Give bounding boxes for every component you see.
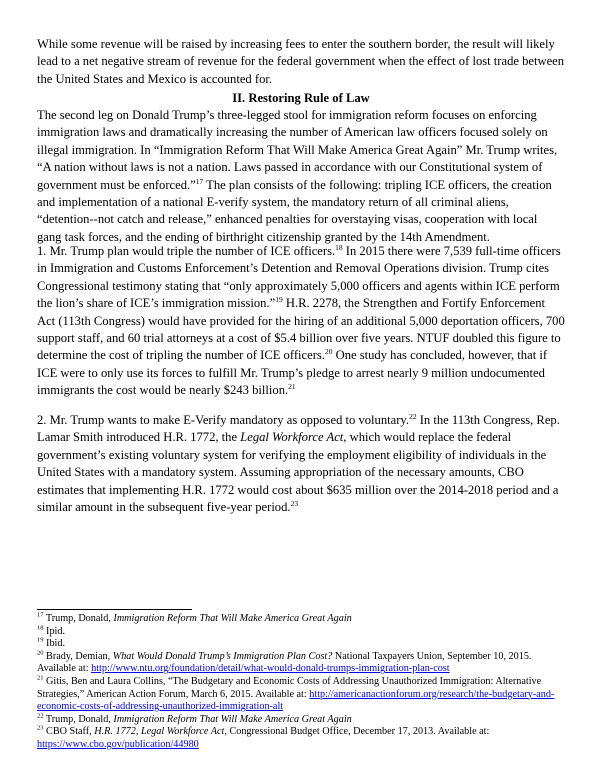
footnote-author: Trump, Donald, [43, 713, 114, 725]
footnote-text: National Taxpayers Union, September 10, 2015. Available at: [37, 650, 532, 675]
footnote-19 [37, 638, 567, 651]
item1-text-a: 1. Mr. Trump plan would triple the number of ICE officers. [37, 244, 336, 258]
footnotes [37, 613, 567, 752]
footnote-number: 19 [37, 636, 44, 644]
item2-text-a: 2. Mr. Trump wants to make E-Verify mandatory as opposed to voluntary. [37, 413, 410, 427]
footnote-number: 21 [37, 674, 44, 682]
footnote-text: Gitis, Ben and Laura Collins, “The Budgetary and Economic Costs of Addressing Unauthorized Immigration: Alternative Strategies,” American Action Forum, March 6, 2015. Available at: [37, 675, 542, 700]
item2-text-c: , which would replace the federal government’s existing voluntary system for verifying the employment eligibility of individuals in the United States with a mandatory system. Assuming appropriation of the necessary amounts, CBO estimates that implementing H.R. 1772 would cost about $635 million over the 2014-2018 period and a similar amount in the subsequent five-year period. [37, 430, 559, 515]
footnote-22 [37, 714, 567, 727]
footnote-ref-23[interactable]: 23 [290, 498, 299, 508]
footnote-number: 22 [37, 712, 44, 720]
footnote-number: 17 [37, 611, 44, 619]
intro-paragraph [37, 36, 565, 88]
footnote-title: What Would Donald Trump’s Immigration Plan Cost? [112, 650, 333, 662]
list-item-2 [37, 412, 565, 516]
footnote-link[interactable]: http://www.ntu.org/foundation/detail/what-would-donald-trumps-immigration-plan-cost [91, 663, 450, 675]
section-paragraph [37, 107, 565, 246]
section-p1-text-a: The second leg on Donald Trump’s three-legged stool for immigration reform focuses on enforcing immigration laws and dramatically increasing the number of American law officers focused solely on illegal immigration. In “Immigration Reform That Will Make America Great Again” Mr. Trump writes, “A nation without laws is not a nation. Laws passed in accordance with our Constitutional system of government must be enforced.” [37, 108, 558, 192]
footnote-20 [37, 651, 567, 676]
footnote-link[interactable]: http://americanactionforum.org/research/the-budgetary-and-economic-costs-of-addressing-unauthorized-immigration-alt [37, 688, 555, 713]
footnote-text: Ipid. [43, 625, 66, 637]
footnote-ref-18[interactable]: 18 [335, 242, 343, 252]
footnote-title: Immigration Reform That Will Make America Great Again [113, 613, 352, 624]
intro-text: While some revenue will be raised by increasing fees to enter the southern border, the result will likely lead to a net negative stream of revenue for the federal government when the effect of lost trade between the United States and Mexico is accounted for. [37, 37, 565, 86]
footnote-author: CBO Staff, [43, 726, 95, 738]
list-item-1 [37, 243, 565, 400]
section-p1-text-b: The plan consists of the following: tripling ICE officers, the creation and implementation of a national E-verify system, the mandatory return of all criminal aliens, “detention--not catch and release,” enhanced penalties for overstaying visas, cooperation with local gang task forces, and the ending of birthright citizenship granted by the 14th Amendment. [37, 177, 552, 244]
footnote-link[interactable]: https://www.cbo.gov/publication/44980 [37, 738, 199, 750]
legal-workforce-act-title: Legal Workforce Act [240, 430, 344, 445]
item1-text-d: One study has concluded, however, that if ICE were to only use its forces to fulfill Mr. Trump’s pledge to arrest nearly 9 million undocumented immigrants the cost would be nearly $243 billion. [37, 348, 548, 398]
footnote-number: 20 [37, 649, 44, 657]
item1-text-c: H.R. 2278, the Strengthen and Fortify Enforcement Act (113th Congress) would have provided for the hiring of an additional 5,000 deportation officers, 700 support staff, and 60 trial attorneys at a cost of $5.4 billion over five years. NTUF doubled this figure to determine the cost of tripling the number of ICE officers. [37, 296, 565, 363]
footnote-number: 18 [37, 624, 44, 632]
footnote-21 [37, 676, 567, 714]
footnote-number: 23 [37, 724, 44, 732]
footnote-author: Brady, Demian, [43, 650, 113, 662]
footnote-title: Immigration Reform That Will Make America Great Again [113, 713, 352, 725]
footnote-17 [37, 613, 567, 626]
item1-text-b: In 2015 there were 7,539 full-time officers in Immigration and Customs Enforcement’s Detention and Removal Operations division. Trump cites Congressional testimony stating that “only approximately 5,000 officers and agents within ICE perform the lion’s share of ICE’s immigration mission.” [37, 244, 561, 311]
item2-text-b: In the 113th Congress, Rep. Lamar Smith introduced H.R. 1772, the [37, 413, 560, 445]
footnote-ref-21[interactable]: 21 [288, 382, 296, 392]
footnote-author: Trump, Donald, [43, 613, 114, 624]
section-heading [37, 90, 565, 107]
footnote-text: , Congressional Budget Office, December 17, 2013. Available at: [224, 726, 490, 738]
footnote-23 [37, 726, 567, 751]
footnote-title: H.R. 1772, Legal Workforce Act [94, 726, 225, 738]
footnote-18 [37, 626, 567, 639]
footnote-ref-22[interactable]: 22 [409, 411, 417, 421]
footnote-divider [37, 609, 192, 610]
footnote-ref-20[interactable]: 20 [324, 347, 333, 357]
footnote-text: Ibid. [43, 638, 66, 650]
section-heading-text: II. Restoring Rule of Law [232, 91, 370, 105]
footnote-ref-19[interactable]: 19 [275, 295, 283, 305]
footnote-ref-17[interactable]: 17 [195, 176, 204, 186]
